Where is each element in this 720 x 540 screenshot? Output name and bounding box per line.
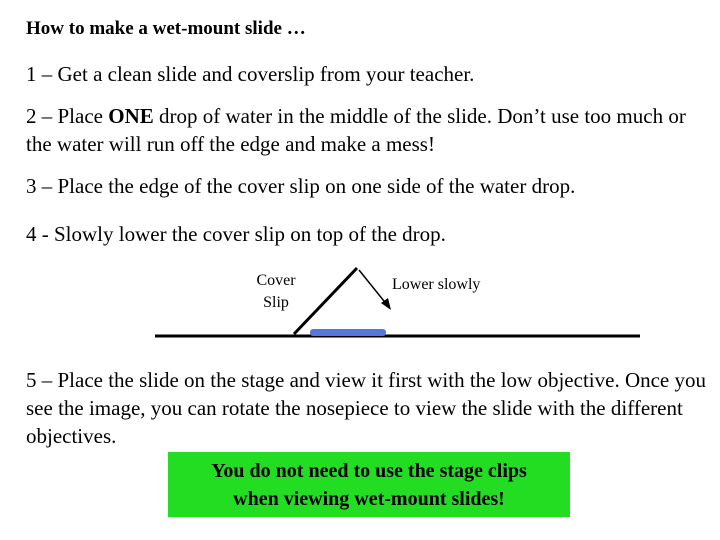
step-2-suffix: drop of water in the middle of the slide. Don’t use too much or the water will run off the edge and make a mess! [26, 104, 686, 156]
lower-arrow [359, 270, 388, 306]
step-2-prefix: 2 – Place [26, 104, 109, 128]
step-3: 3 – Place the edge of the cover slip on one side of the water drop. [26, 174, 576, 198]
water-drop [310, 329, 386, 336]
cover-slip-label-line2: Slip [263, 294, 289, 311]
step-2-emphasis: ONE [108, 104, 154, 128]
page-title: How to make a wet-mount slide … [26, 18, 306, 39]
note-line-1: You do not need to use the stage clips [211, 460, 527, 482]
note-line-2: when viewing wet-mount slides! [233, 488, 505, 510]
cover-slip-line [294, 268, 357, 334]
step-4: 4 - Slowly lower the cover slip on top of the drop. [26, 222, 446, 246]
stage-clips-note [168, 452, 570, 517]
lower-slowly-label: Lower slowly [392, 276, 481, 293]
cover-slip-label-line1: Cover [256, 272, 296, 289]
step-5: 5 – Place the slide on the stage and view it first with the low objective. Once you see the image, you can rotate the nosepiece to view the slide with the different objectives. [26, 368, 706, 448]
step-1: 1 – Get a clean slide and coverslip from your teacher. [26, 62, 475, 86]
cover-slip-label [250, 270, 302, 314]
